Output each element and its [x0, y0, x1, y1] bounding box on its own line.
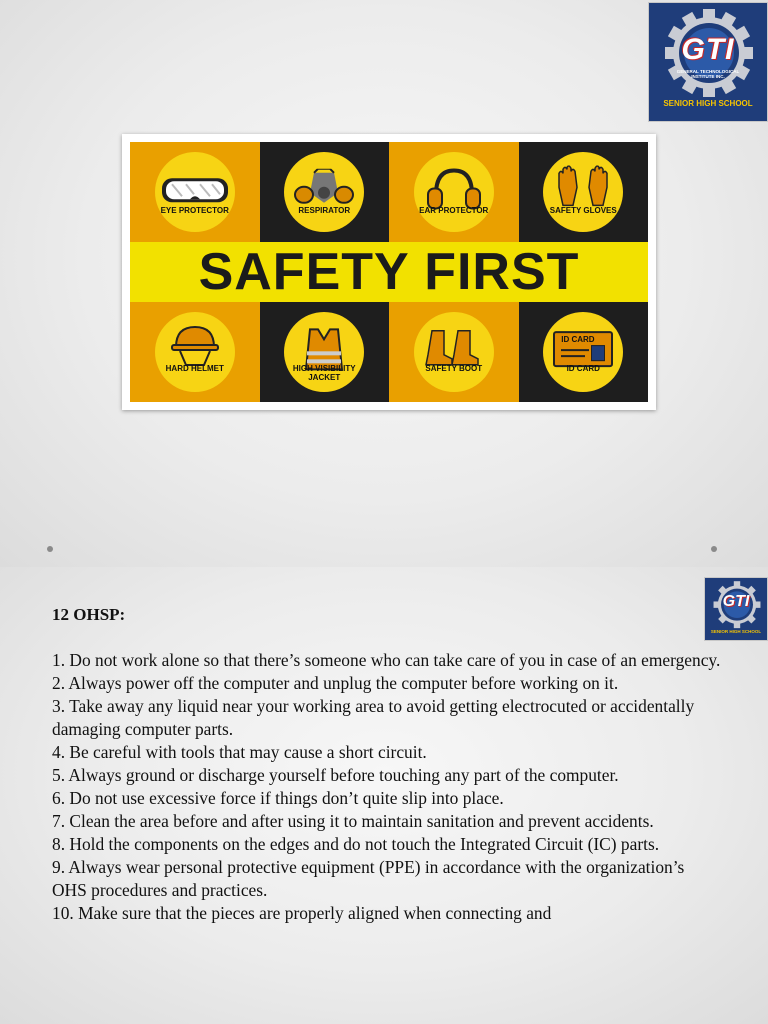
respirator-icon [294, 169, 354, 209]
ppe-label: RESPIRATOR [298, 206, 351, 215]
logo-caption: SENIOR HIGH SCHOOL [663, 99, 753, 108]
slide-dot-right [711, 546, 717, 552]
safety-first-headline: SAFETY FIRST [198, 243, 580, 301]
logo-letters: GTI [681, 33, 735, 66]
safety-first-stripe [130, 242, 648, 302]
ppe-label: EYE PROTECTOR [160, 206, 229, 215]
ppe-hard-helmet [130, 302, 260, 402]
ohsp-list [52, 649, 722, 925]
logo-ring-text: GENERAL TECHNOLOGICAL INSTITUTE INC. [676, 69, 740, 79]
list-item: 6. Do not use excessive force if things don’t quite slip into place. [52, 788, 504, 808]
ppe-label: HARD HELMET [165, 364, 224, 373]
ppe-high-visibility-jacket [260, 302, 390, 402]
ppe-label: SAFETY BOOT [425, 364, 483, 373]
gloves-icon [553, 165, 613, 211]
list-item: 4. Be careful with tools that may cause a short circuit. [52, 742, 427, 762]
ppe-safety-boot [389, 302, 519, 402]
id-card-text: ID CARD [561, 335, 595, 345]
ppe-safety-gloves [519, 142, 649, 242]
list-item: 10. Make sure that the pieces are properly aligned when connecting and [52, 903, 552, 923]
goggles-icon [160, 172, 230, 206]
list-item: 5. Always ground or discharge yourself before touching any part of the computer. [52, 765, 619, 785]
id-card-icon [553, 331, 613, 367]
ppe-respirator [260, 142, 390, 242]
ohsp-title: 12 OHSP: [52, 605, 126, 624]
ppe-ear-protector [389, 142, 519, 242]
ppe-label: HIGH VISIBILITY JACKET [292, 364, 356, 382]
list-item: 8. Hold the components on the edges and do not touch the Integrated Circuit (IC) parts. [52, 834, 660, 854]
slide-ohsp [0, 567, 768, 1024]
logo-letters: GTI [722, 593, 750, 610]
list-item: 2. Always power off the computer and unplug the computer before working on it. [52, 673, 619, 693]
safety-banner-frame [122, 134, 656, 410]
safety-banner [130, 142, 648, 402]
ppe-label: ID CARD [566, 364, 600, 373]
slide-dot-left [47, 546, 53, 552]
boots-icon [424, 329, 484, 369]
ppe-id-card [519, 302, 649, 402]
list-item: 3. Take away any liquid near your working area to avoid getting electrocuted or accidentally damaging computer parts. [52, 696, 695, 739]
list-item: 9. Always wear personal protective equipment (PPE) in accordance with the organization’s OHS procedures and practices. [52, 857, 685, 900]
ppe-eye-protector [130, 142, 260, 242]
ear-muffs-icon [424, 166, 484, 210]
school-logo [704, 577, 768, 641]
ppe-label: EAR PROTECTOR [419, 206, 489, 215]
list-item: 1. Do not work alone so that there’s someone who can take care of you in case of an emergency. [52, 650, 721, 670]
list-item: 7. Clean the area before and after using it to maintain sanitation and prevent accidents. [52, 811, 654, 831]
school-logo [648, 2, 768, 122]
ppe-label: SAFETY GLOVES [549, 206, 617, 215]
logo-caption: SENIOR HIGH SCHOOL [710, 629, 762, 634]
